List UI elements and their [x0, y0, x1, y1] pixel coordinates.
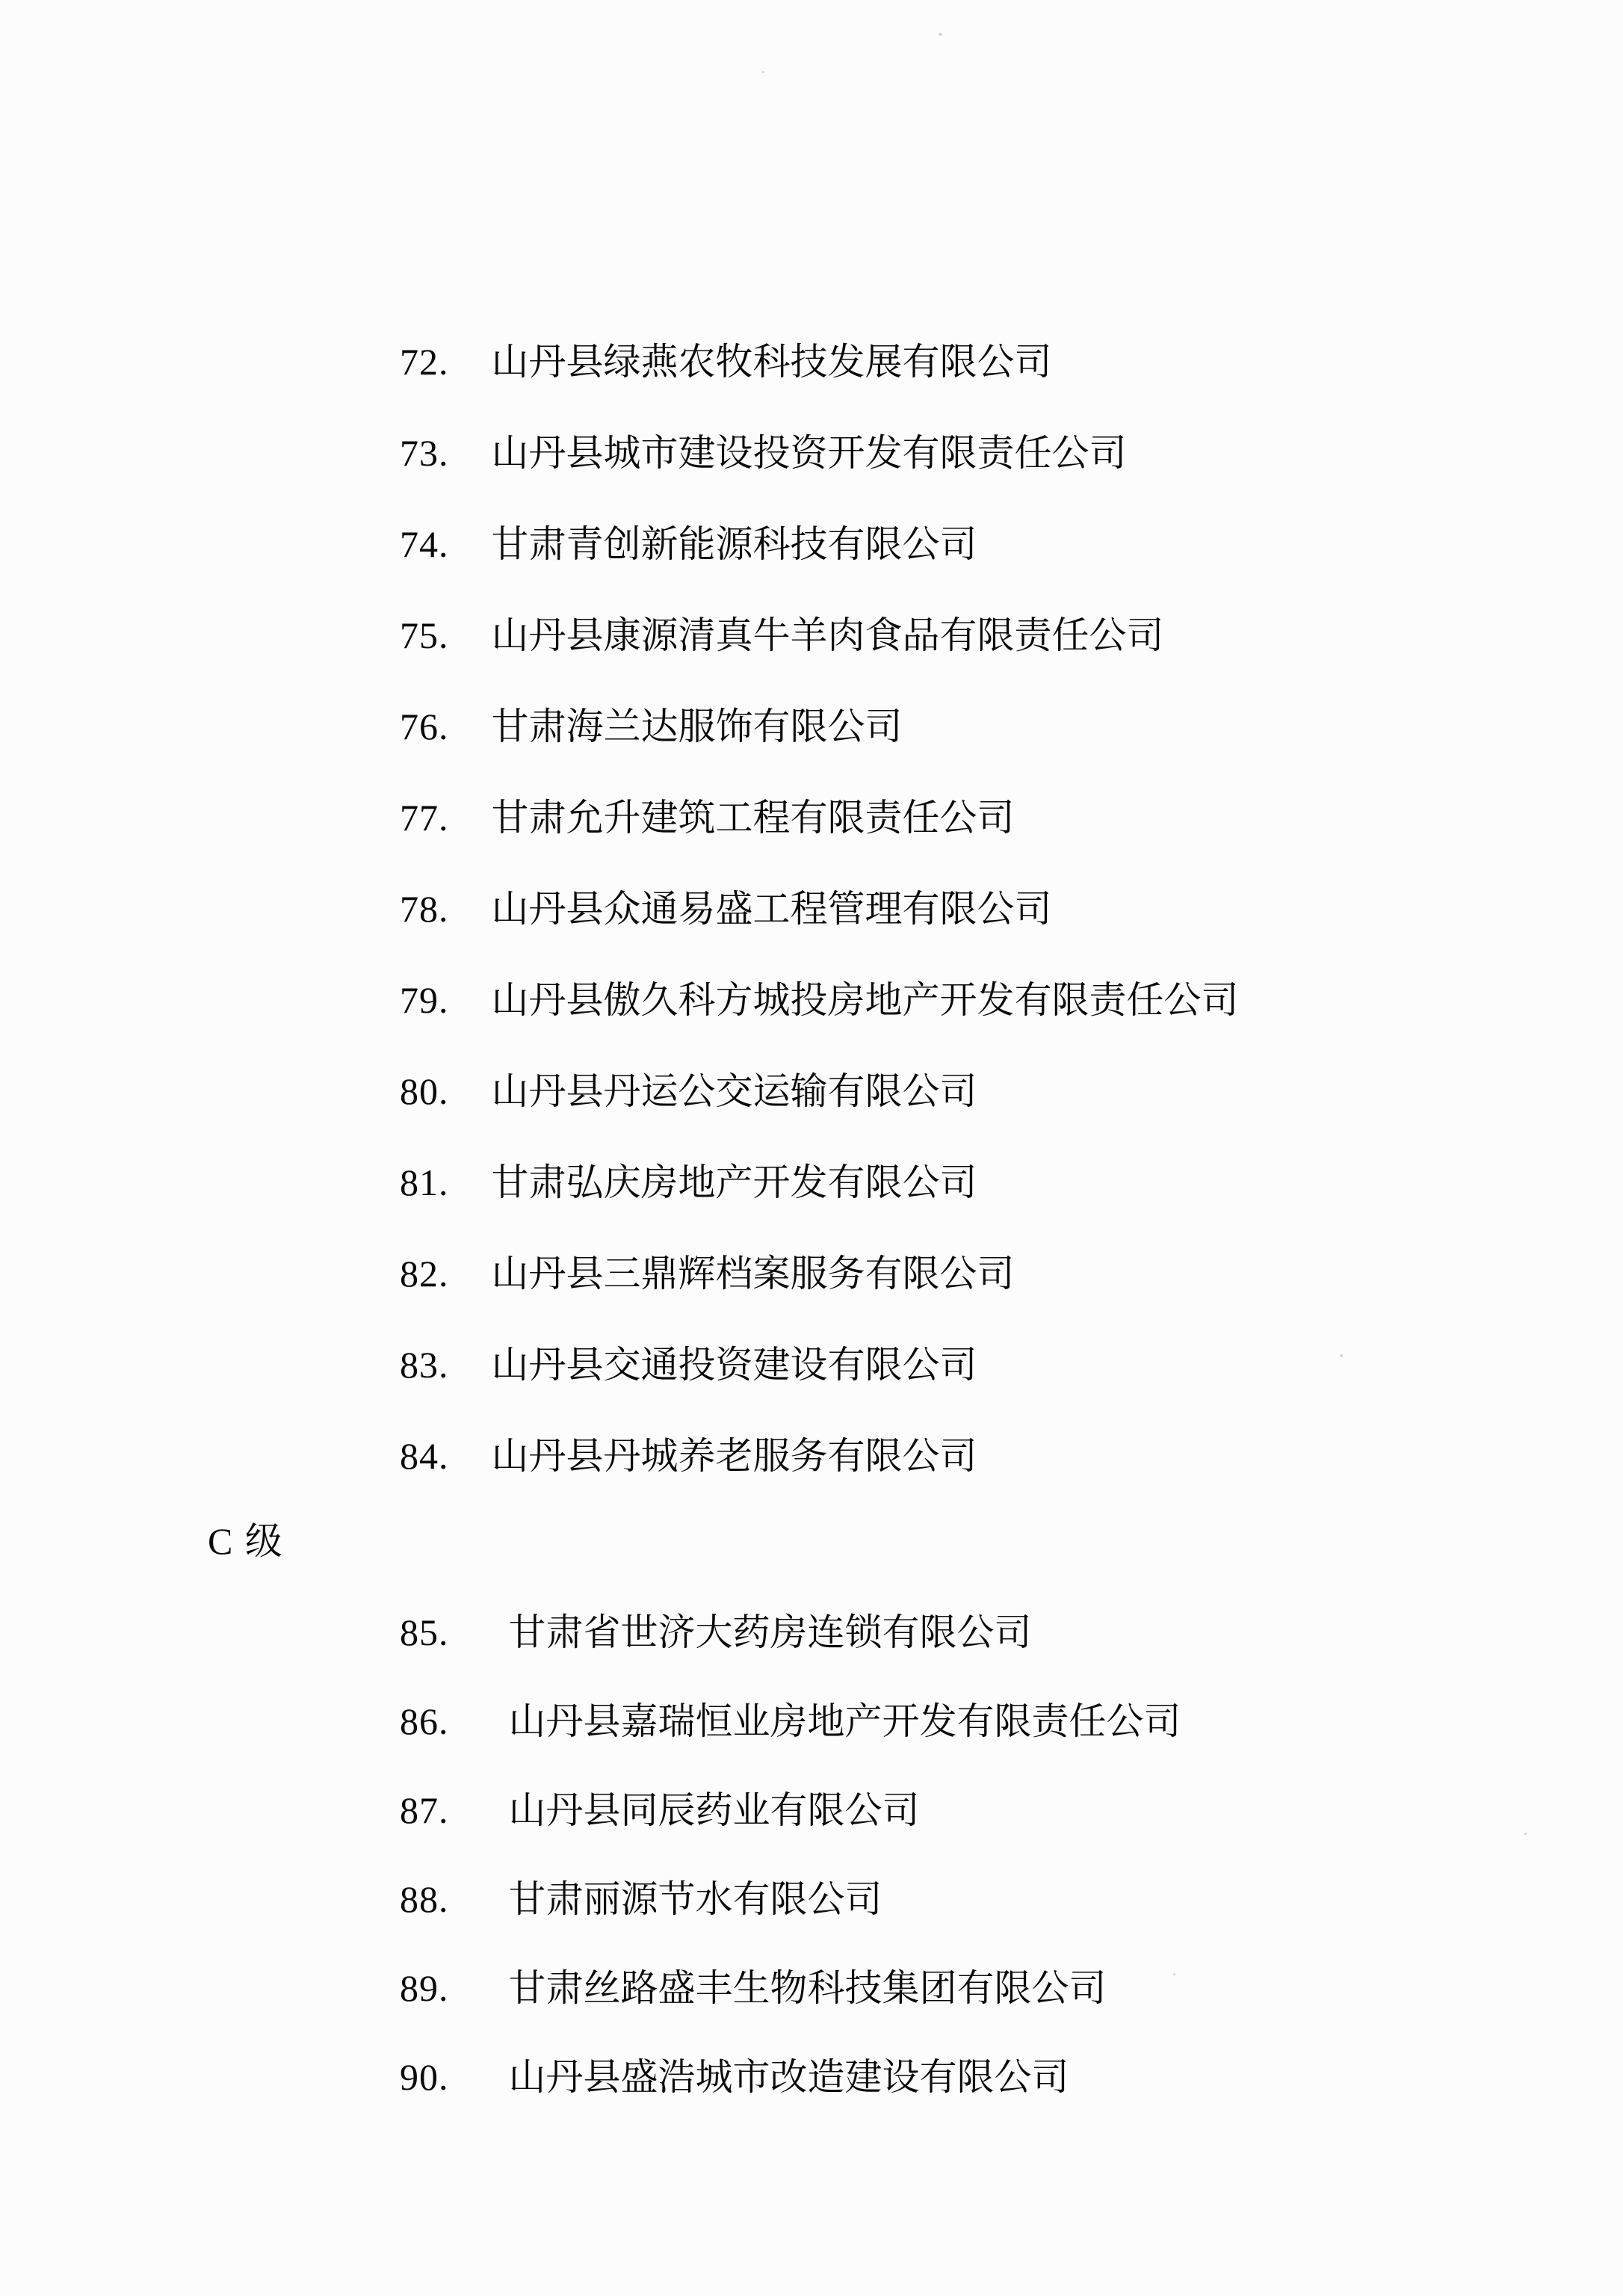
company-name: 山丹县傲久科方城投房地产开发有限责任公司	[491, 979, 1239, 1021]
company-name: 甘肃弘庆房地产开发有限公司	[491, 1161, 977, 1203]
list-item	[0, 1877, 1623, 1966]
section-heading-c-grade: C 级	[208, 1520, 284, 1562]
company-name: 山丹县交通投资建设有限公司	[491, 1344, 977, 1386]
section-c-items	[0, 1611, 1623, 2144]
list-item	[0, 1789, 1623, 1877]
list-item	[0, 1343, 1623, 1434]
item-number: 76.	[400, 706, 449, 747]
list-item	[0, 522, 1623, 614]
list-item	[0, 705, 1623, 796]
company-name: 甘肃丽源节水有限公司	[508, 1878, 882, 1920]
company-name: 甘肃青创新能源科技有限公司	[491, 523, 977, 565]
list-item	[0, 1700, 1623, 1789]
item-number: 82.	[400, 1253, 449, 1294]
item-number: 83.	[400, 1344, 449, 1386]
item-number: 72.	[400, 341, 449, 383]
item-number: 78.	[400, 888, 449, 930]
item-number: 89.	[400, 1967, 449, 2009]
list-item	[0, 1252, 1623, 1343]
item-number: 84.	[400, 1435, 449, 1477]
list-item	[0, 1966, 1623, 2055]
list-item	[0, 1161, 1623, 1252]
company-name: 山丹县丹运公交运输有限公司	[491, 1070, 977, 1112]
list-item	[0, 2055, 1623, 2144]
list-item	[0, 614, 1623, 705]
item-number: 86.	[400, 1700, 449, 1742]
list-item	[0, 1434, 1623, 1525]
list-item	[0, 340, 1623, 431]
item-number: 74.	[400, 523, 449, 565]
item-number: 88.	[400, 1878, 449, 1920]
company-name: 山丹县众通易盛工程管理有限公司	[491, 888, 1052, 930]
company-name: 山丹县丹城养老服务有限公司	[491, 1435, 977, 1477]
company-name: 山丹县康源清真牛羊肉食品有限责任公司	[491, 614, 1164, 656]
company-name: 山丹县城市建设投资开发有限责任公司	[491, 432, 1127, 474]
list-item	[0, 1070, 1623, 1161]
item-number: 87.	[400, 1789, 449, 1831]
company-name: 山丹县三鼎辉档案服务有限公司	[491, 1253, 1015, 1294]
section-b-items	[0, 340, 1623, 1525]
item-number: 80.	[400, 1070, 449, 1112]
item-number: 77.	[400, 797, 449, 839]
company-name: 山丹县嘉瑞恒业房地产开发有限责任公司	[508, 1700, 1181, 1742]
item-number: 90.	[400, 2056, 449, 2098]
company-name: 甘肃海兰达服饰有限公司	[491, 706, 903, 747]
list-item	[0, 796, 1623, 887]
list-item	[0, 887, 1623, 978]
list-item	[0, 431, 1623, 522]
list-item	[0, 1611, 1623, 1700]
company-name: 山丹县盛浩城市改造建设有限公司	[508, 2056, 1069, 2098]
list-item	[0, 978, 1623, 1070]
item-number: 81.	[400, 1161, 449, 1203]
company-name: 甘肃允升建筑工程有限责任公司	[491, 797, 1015, 839]
company-name: 山丹县绿燕农牧科技发展有限公司	[491, 341, 1052, 383]
item-number: 75.	[400, 614, 449, 656]
item-number: 73.	[400, 432, 449, 474]
item-number: 79.	[400, 979, 449, 1021]
company-name: 山丹县同辰药业有限公司	[508, 1789, 920, 1831]
company-name: 甘肃省世济大药房连锁有限公司	[508, 1611, 1032, 1653]
company-name: 甘肃丝路盛丰生物科技集团有限公司	[508, 1967, 1107, 2009]
item-number: 85.	[400, 1611, 449, 1653]
